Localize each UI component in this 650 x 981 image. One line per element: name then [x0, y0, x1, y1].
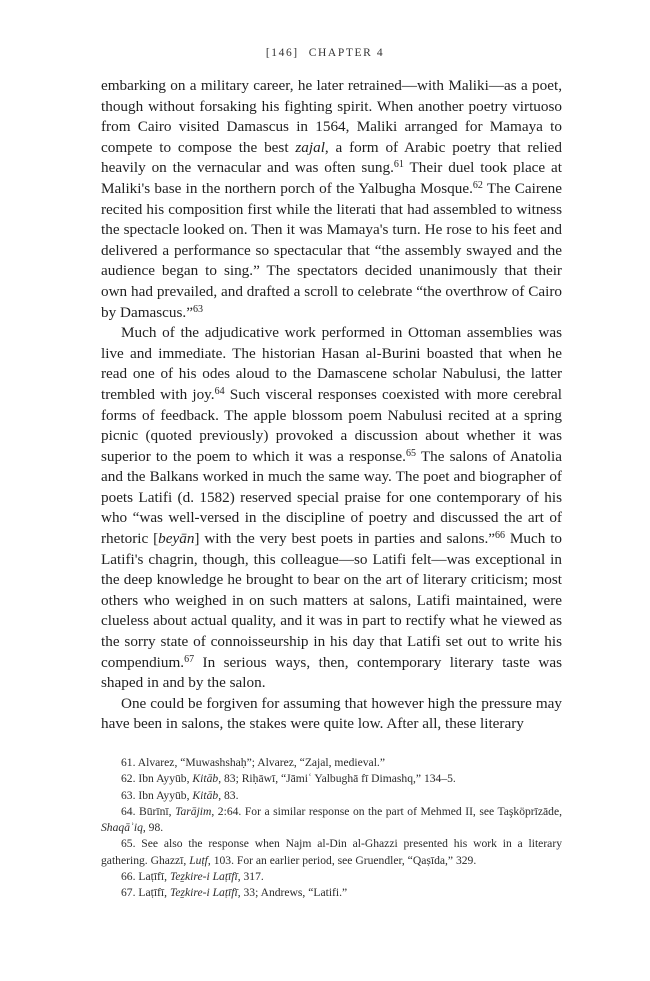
footnotes [101, 755, 562, 902]
footnote-66 [101, 869, 562, 885]
text-run: , 83. [218, 788, 239, 802]
running-header [0, 47, 650, 59]
footnote-65 [101, 836, 562, 869]
italic-term: beyān [158, 530, 195, 548]
footnote-67 [101, 885, 562, 901]
text-run: , a form of Arabic poetry that relied heavily on the vernacular and was often sung. [101, 138, 563, 177]
footnote-ref: 66 [495, 530, 506, 542]
text-run: Such visceral responses coexisted with more cerebral forms of feedback. The apple blossom poem Nabulusi recited at a spring picnic (quoted previously) provoked a discussion about whether it was superior to the poem to which it was a response. [101, 385, 562, 465]
footnote-61: 61. Alvarez, “Muwashshaḥ”; Alvarez, “Zajal, medieval.” [121, 756, 385, 769]
italic-title: Luṭf [189, 853, 208, 867]
text-run: ] with the very best poets in parties and salons.” [194, 530, 496, 548]
text-run: , 2:64. For a similar response on the part of Mehmed II, see Taşköprīzāde, [211, 804, 562, 818]
text-run: , 83; Riḥāwī, “Jāmiʿ Yalbughā fī Dimashq,” 134–5. [218, 772, 456, 786]
text-run: Much to Latifi's chagrin, though, this colleague—so Latifi felt—was exceptional in the deep knowledge he brought to bear on the art of literary criticism; most others who weighed in on such matters at salons, Latifi maintained, were clueless about actual quality, and it was in part to rectify what he viewed as the sorry state of connoisseurship in his day that Latifi set out to write his compendium. [101, 530, 563, 671]
footnote-ref: 64 [214, 385, 225, 397]
italic-title: Kitāb [192, 772, 219, 786]
text-run: , 317. [237, 870, 264, 884]
italic-title: Tarājim [175, 804, 212, 818]
text-run: 62. Ibn Ayyūb, [121, 772, 193, 786]
text-run: 63. Ibn Ayyūb, [121, 788, 193, 802]
footnote-ref: 61 [393, 159, 404, 171]
footnote-62 [101, 771, 562, 787]
footnote-ref: 63 [192, 303, 203, 315]
footnote-ref: 62 [472, 179, 483, 191]
text-run: Their duel took place at Maliki's base in the northern porch of the Yalbugha Mosque. [101, 159, 562, 197]
italic-title: Kitāb [192, 788, 219, 802]
text-run: Much of the adjudicative work performed in Ottoman assemblies was live and immediate. The historian Hasan al-Burini boasted that when he read one of his odes aloud to the Damascene scholar Nabulusi, the latter trembled with joy. [101, 324, 562, 403]
text-run: The salons of Anatolia and the Balkans worked in much the same way. The poet and biographer of poets Latifi (d. 1582) reserved special praise for one contemporary of his who “was well-versed in the discipline of poetry and discussed the art of rhetoric [ [101, 447, 562, 548]
footnote-64 [101, 804, 562, 837]
text-run: embarking on a military career, he later retrained—with Maliki—as a poet, though without forsaking his fighting spirit. When another poetry virtuoso from Cairo visited Damascus in 1564, Maliki arranged for Mamaya to compete to compose the best [101, 77, 562, 156]
text-run: , 98. [142, 821, 164, 835]
italic-term: zajal [295, 138, 325, 156]
footnote-ref: 67 [184, 653, 195, 665]
text-run: 67. Laṭīfī, [121, 886, 170, 900]
paragraph-2 [101, 323, 562, 694]
footnote-ref: 65 [405, 447, 416, 459]
text-run: , 33; Andrews, “Latifi.” [237, 886, 348, 900]
main-text [101, 76, 562, 735]
italic-title: Shaqāʾiq [101, 821, 143, 835]
paragraph-3: One could be forgiven for assuming that however high the pressure may have been in salons, the stakes were quite low. After all, these literary [101, 694, 562, 733]
text-run: 66. Laṭīfī, [121, 870, 170, 884]
text-run: , 103. For an earlier period, see Gruendler, “Qaṣīda,” 329. [207, 853, 477, 867]
chapter-label: CHAPTER 4 [308, 47, 385, 59]
footnote-63 [101, 788, 562, 804]
text-run: 65. See also the response when Najm al-Din al-Ghazzi presented his work in a literary gathering. Ghazzī, [101, 837, 562, 867]
page-number: [146] [265, 47, 299, 59]
text-run: 64. Būrīnī, [121, 804, 176, 818]
italic-title: Teẕkire-i Laṭīfī [169, 870, 238, 884]
text-run: The Cairene recited his composition first while the literati that had assembled to witness the spectacle looked on. Then it was Mamaya's turn. He rose to his feet and delivered a performance so spectacular that “the assembly swayed and the audience began to sing.” The spectators decided unanimously that their own had prevailed, and drafted a scroll to celebrate “the overthrow of Cairo by Damascus.” [101, 179, 562, 321]
text-run: In serious ways, then, contemporary literary taste was shaped in and by the salon. [101, 653, 562, 692]
italic-title: Teẕkire-i Laṭīfī [169, 886, 238, 900]
paragraph-1 [101, 76, 562, 323]
